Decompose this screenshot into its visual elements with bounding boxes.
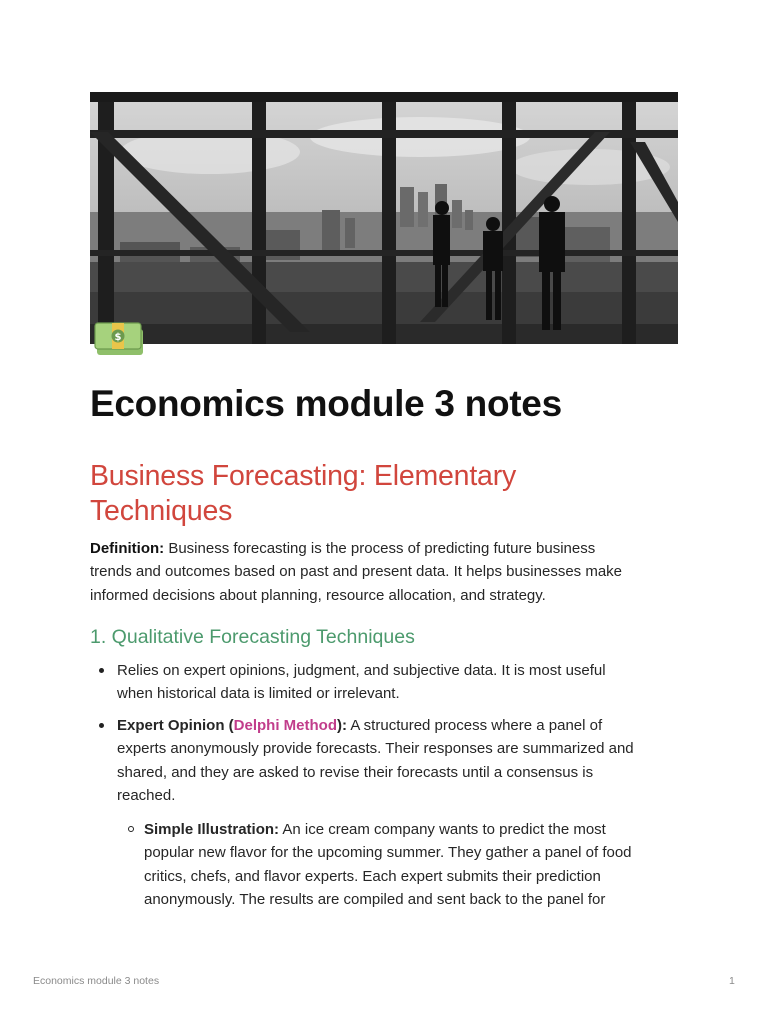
subsection-heading: 1. Qualitative Forecasting Techniques bbox=[90, 626, 415, 648]
office-skyline-illustration bbox=[90, 92, 678, 344]
section-heading-line: Techniques bbox=[90, 495, 233, 527]
paragraph-line bbox=[90, 537, 680, 560]
item-label: Simple Illustration: bbox=[144, 821, 280, 838]
list-item-line: Relies on expert opinions, judgment, and subjective data. It is most useful bbox=[117, 662, 606, 679]
list-item-line bbox=[117, 714, 687, 737]
list-item-line: shared, and they are asked to revise their forecasts until a consensus is bbox=[117, 763, 594, 781]
definition-label: Definition: bbox=[90, 540, 165, 557]
paragraph-line: trends and outcomes based on past and present data. It helps businesses make bbox=[90, 563, 623, 581]
list-item-line: popular new flavor for the upcoming summer. They gather a panel of food bbox=[144, 844, 632, 862]
paragraph-text: Business forecasting is the process of predicting future business bbox=[164, 540, 596, 557]
list-item-line: anonymously. The results are compiled and sent back to the panel for bbox=[144, 890, 606, 908]
footer-doc-title: Economics module 3 notes bbox=[33, 975, 160, 987]
svg-text:$: $ bbox=[114, 332, 122, 343]
item-label-end: ): bbox=[337, 717, 347, 734]
list-item-line bbox=[144, 818, 689, 841]
money-bag-icon bbox=[93, 319, 147, 359]
list-item-line: experts anonymously provide forecasts. Their responses are summarized and bbox=[117, 740, 634, 758]
list-item-line: reached. bbox=[117, 786, 176, 804]
section-heading-line: Business Forecasting: Elementary bbox=[90, 460, 517, 492]
cover-image bbox=[90, 92, 678, 344]
delphi-method-link[interactable]: Delphi Method bbox=[233, 717, 337, 734]
sub-bullet-ring bbox=[128, 826, 134, 832]
section-heading bbox=[90, 459, 690, 529]
bullet-dot bbox=[99, 668, 104, 673]
item-text: A structured process where a panel of bbox=[347, 717, 603, 734]
sub-list-item bbox=[144, 818, 689, 911]
bullet-dot bbox=[99, 723, 104, 728]
page-title: Economics module 3 notes bbox=[90, 383, 562, 424]
paragraph-line: informed decisions about planning, resource allocation, and strategy. bbox=[90, 586, 546, 604]
definition-paragraph bbox=[90, 537, 680, 607]
item-label: Expert Opinion ( bbox=[117, 717, 234, 734]
list-item bbox=[117, 714, 687, 807]
footer-page-number: 1 bbox=[729, 975, 735, 987]
list-item bbox=[117, 659, 687, 706]
list-item-line: critics, chefs, and flavor experts. Each expert submits their prediction bbox=[144, 867, 601, 885]
item-text: An ice cream company wants to predict the most bbox=[279, 821, 606, 838]
list-item-line: when historical data is limited or irrelevant. bbox=[117, 685, 400, 703]
